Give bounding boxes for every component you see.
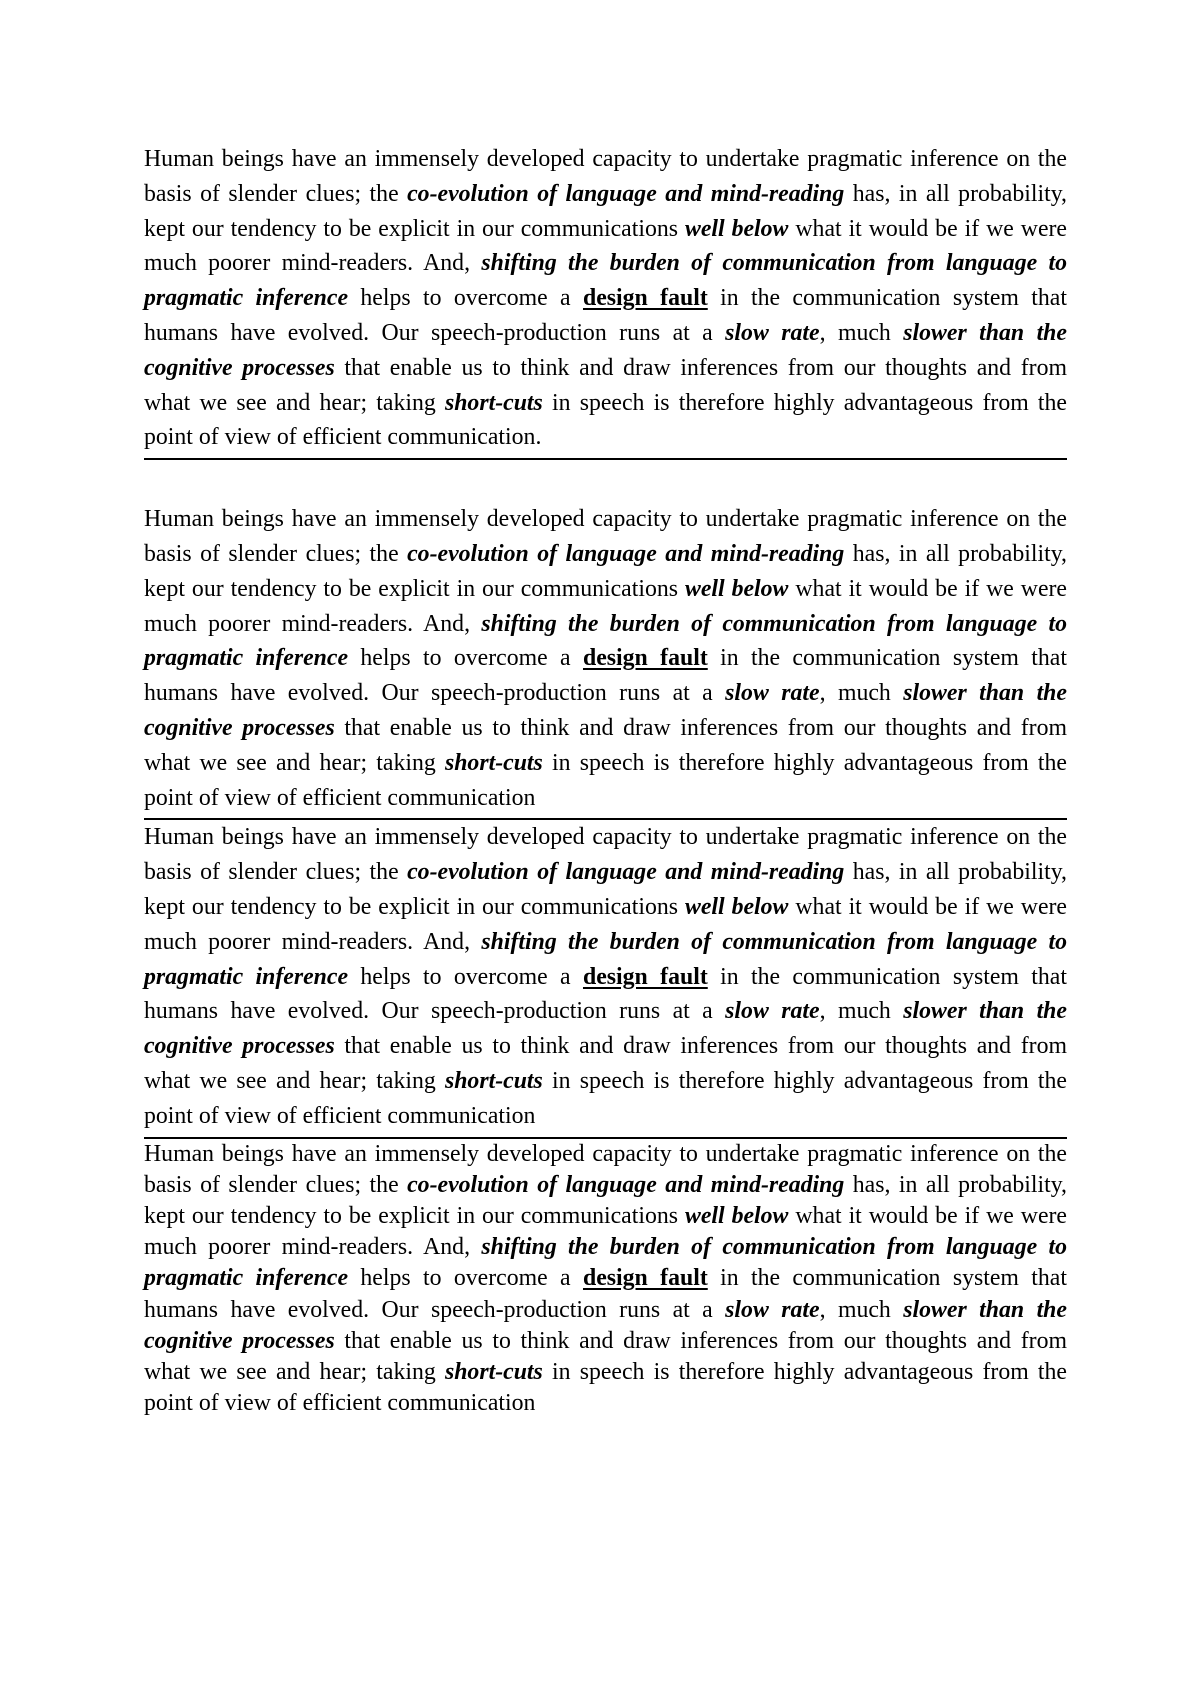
- emphasized-term: shifting the burden of communication from language to pragmatic inference: [144, 610, 1067, 672]
- text-run: that enable us to think and draw inferences from our thoughts and from what we see and hear; taking: [144, 1327, 1067, 1385]
- text-run: in the communication system that humans have evolved. Our speech-production runs at a: [144, 1265, 1067, 1323]
- text-run: helps to overcome a: [348, 1265, 583, 1292]
- text-run: has, in all probability, kept our tendency to be explicit in our communications: [144, 180, 1068, 242]
- text-run: in the communication system that humans have evolved. Our speech-production runs at a: [144, 645, 1067, 707]
- emphasized-term: slow rate: [725, 319, 820, 346]
- emphasized-term: slower than the cognitive processes: [144, 680, 1067, 741]
- emphasized-term: short-cuts: [444, 1067, 543, 1094]
- document-page: [144, 142, 1067, 1419]
- paragraph-3: [144, 820, 1067, 1133]
- text-run: in the communication system that humans have evolved. Our speech-production runs at a: [144, 963, 1067, 1025]
- text-run: has, in all probability, kept our tendency to be explicit in our communications: [144, 859, 1068, 920]
- text-run: , much: [819, 319, 904, 346]
- underlined-term: design fault: [582, 645, 708, 672]
- text-run: Human beings have an immensely developed capacity to undertake pragmatic inference on the basis of slender clues; the: [144, 506, 1067, 567]
- paragraph-4: [144, 1139, 1067, 1420]
- underlined-term: design fault: [582, 285, 708, 312]
- emphasized-term: slower than the cognitive processes: [144, 998, 1067, 1060]
- text-run: has, in all probability, kept our tendency to be explicit in our communications: [144, 1171, 1068, 1229]
- text-run: in speech is therefore highly advantageous from the point of view of efficient communication.: [144, 389, 1067, 451]
- text-run: helps to overcome a: [348, 645, 583, 672]
- text-run: that enable us to think and draw inferences from our thoughts and from what we see and hear; taking: [144, 714, 1067, 776]
- emphasized-term: well below: [684, 575, 789, 602]
- text-run: what it would be if we were much poorer mind-readers. And,: [144, 1202, 1067, 1261]
- paragraph-1: [144, 142, 1067, 455]
- paragraph-2: [144, 502, 1067, 815]
- emphasized-term: shifting the burden of communication from language to pragmatic inference: [144, 928, 1067, 990]
- text-run: in the communication system that humans have evolved. Our speech-production runs at a: [144, 285, 1067, 346]
- emphasized-term: shifting the burden of communication from language to pragmatic inference: [144, 1234, 1067, 1292]
- text-run: what it would be if we were much poorer mind-readers. And,: [144, 893, 1067, 955]
- emphasized-term: co-evolution of language and mind-reading: [407, 1171, 845, 1198]
- underlined-term: design fault: [582, 1265, 708, 1292]
- horizontal-rule-1: [144, 458, 1067, 460]
- text-run: that enable us to think and draw inferences from our thoughts and from what we see and hear; taking: [144, 1033, 1067, 1094]
- emphasized-term: co-evolution of language and mind-reading: [407, 859, 845, 886]
- text-run: that enable us to think and draw inferences from our thoughts and from what we see and hear; taking: [144, 354, 1067, 416]
- emphasized-term: slow rate: [725, 1296, 820, 1323]
- emphasized-term: well below: [684, 893, 789, 920]
- emphasized-term: shifting the burden of communication from language to pragmatic inference: [144, 250, 1067, 312]
- emphasized-term: slow rate: [725, 998, 820, 1025]
- text-run: in speech is therefore highly advantageous from the point of view of efficient communication: [144, 1358, 1067, 1417]
- text-run: Human beings have an immensely developed capacity to undertake pragmatic inference on the basis of slender clues; the: [144, 1140, 1067, 1198]
- emphasized-term: well below: [684, 215, 789, 242]
- emphasized-term: co-evolution of language and mind-reading: [407, 540, 845, 567]
- emphasized-term: short-cuts: [444, 389, 543, 416]
- emphasized-term: well below: [684, 1202, 789, 1229]
- text-run: in speech is therefore highly advantageous from the point of view of efficient communication: [144, 749, 1067, 811]
- emphasized-term: short-cuts: [444, 1358, 543, 1385]
- text-run: , much: [819, 1296, 904, 1323]
- text-run: helps to overcome a: [348, 285, 583, 312]
- emphasized-term: slower than the cognitive processes: [144, 1296, 1067, 1354]
- text-run: , much: [819, 998, 904, 1025]
- text-run: what it would be if we were much poorer mind-readers. And,: [144, 575, 1067, 637]
- emphasized-term: co-evolution of language and mind-reading: [407, 180, 845, 207]
- underlined-term: design fault: [582, 963, 708, 990]
- text-run: , much: [819, 680, 904, 707]
- text-run: Human beings have an immensely developed capacity to undertake pragmatic inference on the basis of slender clues; the: [144, 824, 1067, 886]
- text-run: what it would be if we were much poorer mind-readers. And,: [144, 215, 1067, 277]
- text-run: in speech is therefore highly advantageous from the point of view of efficient communication: [144, 1067, 1067, 1129]
- text-run: helps to overcome a: [348, 963, 583, 990]
- emphasized-term: short-cuts: [444, 749, 543, 776]
- emphasized-term: slow rate: [725, 680, 820, 707]
- emphasized-term: slower than the cognitive processes: [144, 319, 1067, 381]
- text-run: Human beings have an immensely developed capacity to undertake pragmatic inference on the basis of slender clues; the: [144, 146, 1067, 207]
- text-run: has, in all probability, kept our tendency to be explicit in our communications: [144, 540, 1068, 602]
